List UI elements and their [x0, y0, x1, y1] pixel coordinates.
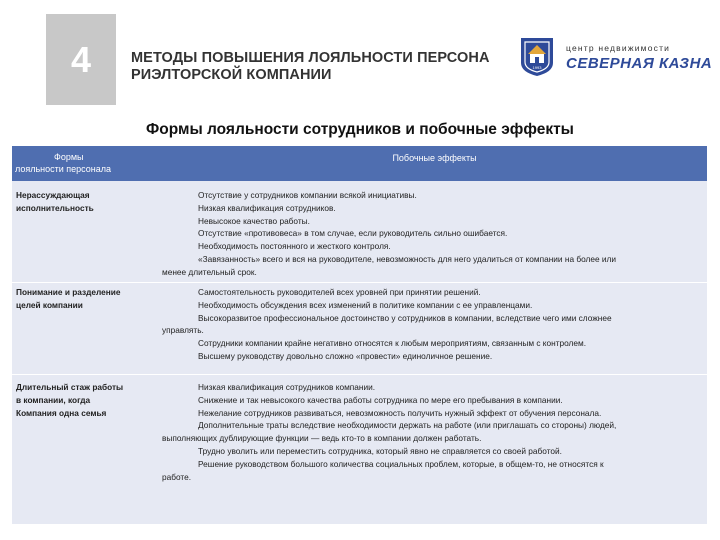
logo-name: СЕВЕРНАЯ КАЗНА — [566, 55, 713, 72]
logo-subtitle: центр недвижимости — [566, 43, 671, 53]
table-header — [12, 146, 707, 181]
effect-line: Низкая квалификация сотрудников компании. — [198, 382, 376, 392]
effect-line: Трудно уволить или переместить сотрудника, который явно не справляется со своей работой. — [198, 445, 562, 456]
row-effects — [162, 381, 707, 483]
row-divider — [12, 374, 707, 375]
header-forms-line: лояльности персонала — [15, 164, 112, 174]
effect-line: Высшему руководству довольно сложно «провести» единоличное решение. — [198, 350, 493, 361]
row-label — [16, 381, 161, 419]
effect-line: Решение руководством большого количества социальных проблем, которые, в общем-то, не относятся к — [198, 458, 604, 469]
header-side-effects: Побочные эффекты — [392, 153, 477, 163]
row-label-line: Компания одна семья — [16, 407, 107, 418]
emblem-caption: 1993 — [532, 65, 542, 70]
table-heading: Формы лояльности сотрудников и побочные эффекты — [146, 121, 574, 138]
row-effects — [162, 189, 707, 279]
row-label — [16, 189, 161, 215]
effect-line: управлять. — [162, 325, 204, 336]
effect-line: работе. — [162, 471, 192, 482]
loyalty-table — [12, 146, 707, 524]
effect-line: Отсутствие «противовеса» в том случае, если руководитель сильно ошибается. — [198, 228, 508, 239]
effect-line: менее длительный срок. — [162, 266, 257, 277]
row-label-line: Нерассуждающая — [16, 190, 90, 200]
effect-line: «Завязанность» всего и вся на руководителе, невозможность для него удалиться от компании на более или — [198, 253, 617, 264]
effect-line: Снижение и так невысокого качества работы сотрудника по мере его пребывания в компании. — [198, 394, 563, 405]
effect-line: Невысокое качество работы. — [198, 215, 310, 226]
row-label-line: в компании, когда — [16, 394, 91, 405]
effect-line: выполняющих дублирующие функции — ведь кто-то в компании должен работать. — [162, 433, 482, 444]
slide-number-box — [46, 14, 116, 105]
header-forms — [12, 151, 160, 175]
effect-line: Необходимость обсуждения всех изменений в политике компании с ее управленцами. — [198, 299, 533, 310]
slide-number: 4 — [70, 38, 92, 80]
effect-line: Самостоятельность руководителей всех уровней при принятии решений. — [198, 287, 481, 297]
row-divider — [12, 282, 707, 283]
header-forms-line: Формы — [54, 152, 84, 162]
effect-line: Сотрудники компании крайне негативно относятся к любым мероприятиям, связанным с контролем. — [198, 338, 587, 349]
slide-title — [131, 50, 511, 84]
emblem-door — [535, 57, 539, 63]
effect-line: Отсутствие у сотрудников компании всякой инициативы. — [198, 190, 417, 200]
effect-line: Дополнительные траты вследствие необходимости держать на работе (или приглашать со стороны) людей, — [198, 420, 617, 431]
row-label-line: исполнительность — [16, 202, 94, 213]
slide-title-line: РИЭЛТОРСКОЙ КОМПАНИИ — [131, 67, 332, 83]
row-label — [16, 286, 161, 312]
effect-line: Необходимость постоянного и жесткого контроля. — [198, 241, 391, 252]
row-effects — [162, 286, 707, 363]
effect-line: Высокоразвитое профессиональное достоинство у сотрудников в компании, вследствие чего ими сложнее — [198, 312, 612, 323]
effect-line: Нежелание сотрудников развиваться, невозможность получить нужный эффект от обучения персонала. — [198, 407, 602, 418]
row-label-line: целей компании — [16, 299, 83, 310]
slide-title-line: МЕТОДЫ ПОВЫШЕНИЯ ЛОЯЛЬНОСТИ ПЕРСОНА — [131, 50, 490, 66]
company-emblem-icon — [520, 37, 554, 77]
effect-line: Низкая квалификация сотрудников. — [198, 202, 336, 213]
row-label-line: Понимание и разделение — [16, 287, 121, 297]
row-label-line: Длительный стаж работы — [16, 382, 124, 392]
